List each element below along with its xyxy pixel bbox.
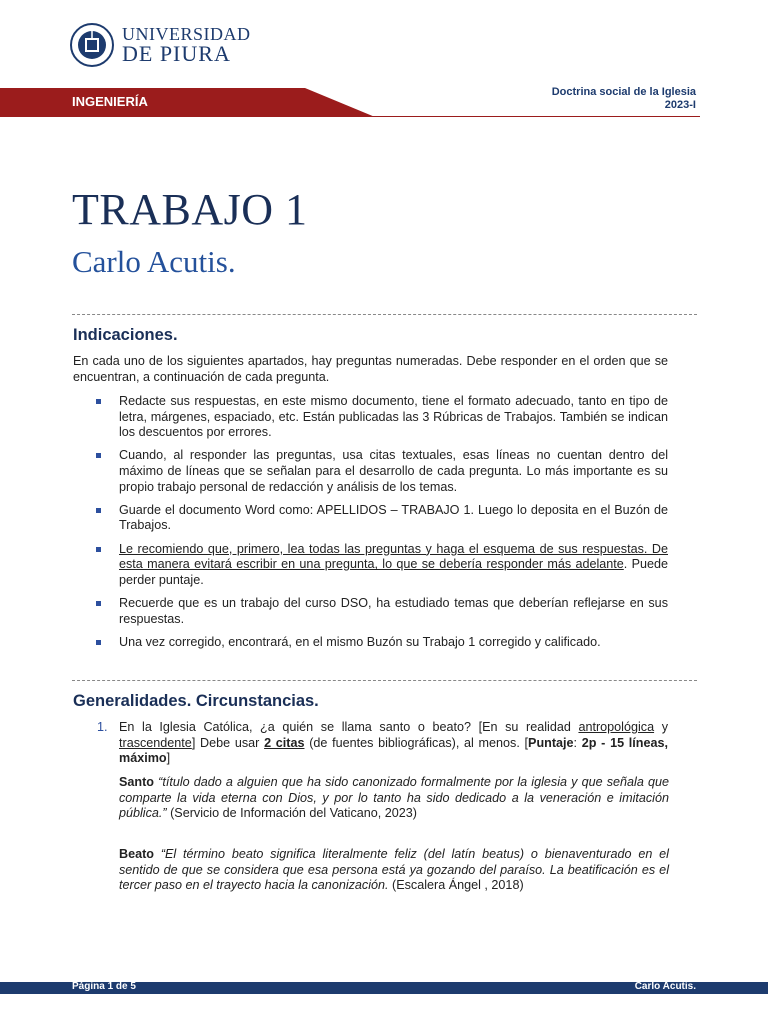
section-heading-generalidades: Generalidades. Circunstancias.	[73, 692, 319, 710]
list-item: Redacte sus respuestas, en este mismo documento, tiene el formato adecuado, tanto en tipo de letra, márgenes, espaciado, etc. Están publicadas las 3 Rúbricas de Trabajos. También se indican los descuentos por errores.	[96, 394, 668, 441]
page-number: Página 1 de 5	[72, 981, 136, 992]
list-item: Le recomiendo que, primero, lea todas las preguntas y haga el esquema de sus respuestas. De esta manera evitará escribir en una pregunta, lo que se debería responder más adelante. Puede perder puntaje.	[96, 542, 668, 589]
faculty-label: INGENIERÍA	[72, 94, 148, 109]
course-name: Doctrina social de la Iglesia	[551, 86, 696, 98]
underlined-recommendation: Le recomiendo que, primero, lea todas las preguntas y haga el esquema de sus respuestas. De esta manera evitará escribir en una pregunta, lo que se debería responder más adelante	[119, 541, 668, 572]
bullet-icon	[96, 547, 101, 552]
list-item: Recuerde que es un trabajo del curso DSO, ha estudiado temas que deberían reflejarse en sus respuestas.	[96, 596, 668, 627]
answer-santo: Santo “título dado a alguien que ha sido canonizado formalmente por la iglesia y que señala que comparte la vida eterna con Dios, y por lo tanto ha sido dedicado a la veneración e imitación pública.” (Servicio de Información del Vaticano, 2023)	[119, 775, 669, 821]
footer-author: Carlo Acutis.	[634, 981, 696, 992]
page-title: TRABAJO 1	[72, 185, 308, 234]
section-divider	[72, 314, 697, 315]
course-info	[552, 86, 696, 112]
list-item: Una vez corregido, encontrará, en el mismo Buzón su Trabajo 1 corregido y calificado.	[96, 635, 668, 651]
bullet-icon	[96, 399, 101, 404]
university-logo	[70, 16, 251, 76]
header-rule	[0, 116, 700, 117]
question-1-text: En la Iglesia Católica, ¿a quién se llama santo o beato? [En su realidad antropológica y trascendente] Debe usar 2 citas (de fuentes bibliográficas), al menos. [Puntaje: 2p - 15 líneas, máximo]	[119, 720, 668, 766]
answer-beato: Beato “El término beato significa literalmente feliz (del latín beatus) o bienaventurado en el sentido de que se considera que esa persona está ya gozando del paraíso. La beatificación es el tercer paso en el trayecto hacia la canonización. (Escalera Ángel , 2018)	[119, 847, 669, 893]
question-number: 1.	[97, 720, 108, 734]
page-subtitle: Carlo Acutis.	[72, 244, 236, 279]
university-name-line1: UNIVERSIDAD	[122, 24, 251, 44]
list-item: Guarde el documento Word como: APELLIDOS – TRABAJO 1. Luego lo deposita en el Buzón de Trabajos.	[96, 503, 668, 534]
university-name	[122, 24, 251, 64]
university-name-line2: DE PIURA	[122, 41, 231, 66]
faculty-band	[0, 88, 375, 117]
section-divider	[72, 680, 697, 681]
indicaciones-intro: En cada uno de los siguientes apartados, hay preguntas numeradas. Debe responder en el orden que se encuentran, a continuación de cada pregunta.	[73, 354, 668, 384]
indicaciones-list	[96, 394, 668, 658]
bullet-icon	[96, 453, 101, 458]
section-heading-indicaciones: Indicaciones.	[73, 326, 178, 344]
bullet-icon	[96, 601, 101, 606]
course-term: 2023-I	[664, 99, 696, 111]
bullet-icon	[96, 640, 101, 645]
list-item: Cuando, al responder las preguntas, usa citas textuales, esas líneas no cuentan dentro del máximo de líneas que se señalan para el desarrollo de cada pregunta. Lo más importante es su propio trabajo personal de redacción y análisis de los temas.	[96, 448, 668, 495]
bullet-icon	[96, 508, 101, 513]
university-seal-icon	[70, 16, 114, 74]
